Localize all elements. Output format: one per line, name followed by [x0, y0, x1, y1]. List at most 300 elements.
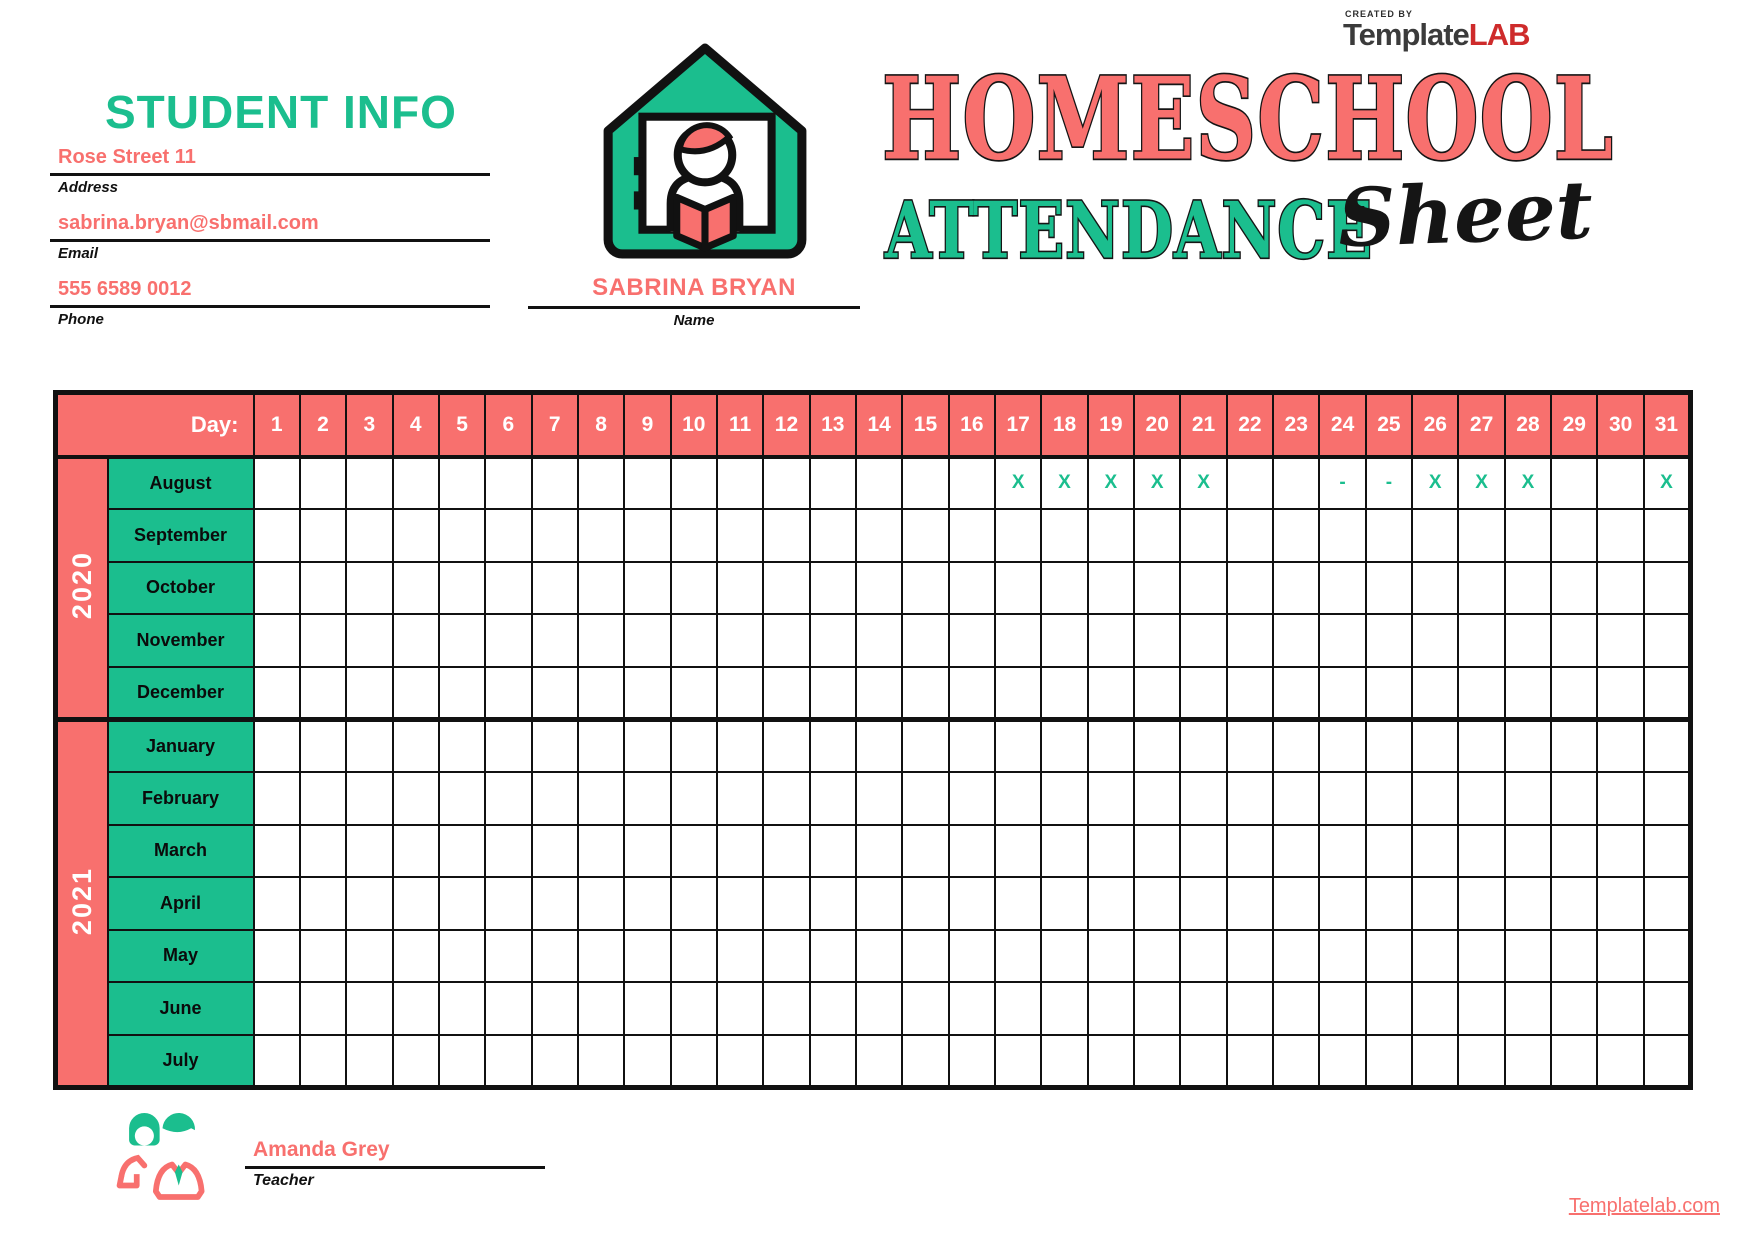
- attendance-cell-august-2[interactable]: [300, 457, 346, 510]
- attendance-cell-march-28[interactable]: [1505, 825, 1551, 878]
- attendance-cell-november-20[interactable]: [1134, 614, 1180, 667]
- attendance-cell-april-27[interactable]: [1458, 877, 1504, 930]
- attendance-cell-january-10[interactable]: [671, 719, 717, 772]
- attendance-cell-april-23[interactable]: [1273, 877, 1319, 930]
- attendance-cell-november-15[interactable]: [902, 614, 948, 667]
- attendance-cell-december-18[interactable]: [1041, 667, 1087, 720]
- attendance-cell-october-3[interactable]: [346, 562, 392, 615]
- attendance-cell-april-1[interactable]: [254, 877, 300, 930]
- attendance-cell-june-12[interactable]: [763, 982, 809, 1035]
- attendance-cell-june-18[interactable]: [1041, 982, 1087, 1035]
- attendance-cell-june-9[interactable]: [624, 982, 670, 1035]
- attendance-cell-june-15[interactable]: [902, 982, 948, 1035]
- attendance-cell-february-7[interactable]: [532, 772, 578, 825]
- attendance-cell-february-3[interactable]: [346, 772, 392, 825]
- attendance-cell-june-6[interactable]: [485, 982, 531, 1035]
- attendance-cell-august-31[interactable]: X: [1644, 457, 1691, 510]
- attendance-cell-july-1[interactable]: [254, 1035, 300, 1088]
- attendance-cell-february-8[interactable]: [578, 772, 624, 825]
- attendance-cell-september-25[interactable]: [1366, 509, 1412, 562]
- attendance-cell-september-24[interactable]: [1319, 509, 1365, 562]
- attendance-cell-july-21[interactable]: [1180, 1035, 1226, 1088]
- attendance-cell-october-21[interactable]: [1180, 562, 1226, 615]
- attendance-cell-october-30[interactable]: [1597, 562, 1643, 615]
- attendance-cell-september-14[interactable]: [856, 509, 902, 562]
- attendance-cell-august-14[interactable]: [856, 457, 902, 510]
- attendance-cell-september-29[interactable]: [1551, 509, 1597, 562]
- attendance-cell-january-27[interactable]: [1458, 719, 1504, 772]
- attendance-cell-january-24[interactable]: [1319, 719, 1365, 772]
- attendance-cell-july-28[interactable]: [1505, 1035, 1551, 1088]
- attendance-cell-july-13[interactable]: [810, 1035, 856, 1088]
- attendance-cell-march-14[interactable]: [856, 825, 902, 878]
- attendance-cell-september-26[interactable]: [1412, 509, 1458, 562]
- attendance-cell-april-13[interactable]: [810, 877, 856, 930]
- attendance-cell-december-21[interactable]: [1180, 667, 1226, 720]
- attendance-cell-july-25[interactable]: [1366, 1035, 1412, 1088]
- attendance-cell-august-8[interactable]: [578, 457, 624, 510]
- attendance-cell-december-7[interactable]: [532, 667, 578, 720]
- attendance-cell-june-4[interactable]: [393, 982, 439, 1035]
- attendance-cell-october-1[interactable]: [254, 562, 300, 615]
- attendance-cell-may-28[interactable]: [1505, 930, 1551, 983]
- attendance-cell-july-26[interactable]: [1412, 1035, 1458, 1088]
- attendance-cell-november-16[interactable]: [949, 614, 995, 667]
- attendance-cell-february-21[interactable]: [1180, 772, 1226, 825]
- attendance-cell-september-6[interactable]: [485, 509, 531, 562]
- attendance-cell-october-19[interactable]: [1088, 562, 1134, 615]
- attendance-cell-july-27[interactable]: [1458, 1035, 1504, 1088]
- attendance-cell-december-22[interactable]: [1227, 667, 1273, 720]
- attendance-cell-july-7[interactable]: [532, 1035, 578, 1088]
- attendance-cell-august-7[interactable]: [532, 457, 578, 510]
- attendance-cell-october-24[interactable]: [1319, 562, 1365, 615]
- attendance-cell-august-23[interactable]: [1273, 457, 1319, 510]
- attendance-cell-december-16[interactable]: [949, 667, 995, 720]
- attendance-cell-april-8[interactable]: [578, 877, 624, 930]
- attendance-cell-september-1[interactable]: [254, 509, 300, 562]
- attendance-cell-july-4[interactable]: [393, 1035, 439, 1088]
- attendance-cell-december-6[interactable]: [485, 667, 531, 720]
- attendance-cell-may-22[interactable]: [1227, 930, 1273, 983]
- attendance-cell-may-4[interactable]: [393, 930, 439, 983]
- attendance-cell-may-16[interactable]: [949, 930, 995, 983]
- attendance-cell-november-17[interactable]: [995, 614, 1041, 667]
- attendance-cell-february-25[interactable]: [1366, 772, 1412, 825]
- attendance-cell-november-11[interactable]: [717, 614, 763, 667]
- attendance-cell-february-11[interactable]: [717, 772, 763, 825]
- attendance-cell-march-20[interactable]: [1134, 825, 1180, 878]
- attendance-cell-june-11[interactable]: [717, 982, 763, 1035]
- attendance-cell-june-29[interactable]: [1551, 982, 1597, 1035]
- attendance-cell-december-31[interactable]: [1644, 667, 1691, 720]
- attendance-cell-november-3[interactable]: [346, 614, 392, 667]
- attendance-cell-july-23[interactable]: [1273, 1035, 1319, 1088]
- attendance-cell-march-5[interactable]: [439, 825, 485, 878]
- attendance-cell-january-21[interactable]: [1180, 719, 1226, 772]
- attendance-cell-april-30[interactable]: [1597, 877, 1643, 930]
- attendance-cell-march-23[interactable]: [1273, 825, 1319, 878]
- attendance-cell-april-14[interactable]: [856, 877, 902, 930]
- attendance-cell-june-8[interactable]: [578, 982, 624, 1035]
- attendance-cell-september-5[interactable]: [439, 509, 485, 562]
- attendance-cell-february-6[interactable]: [485, 772, 531, 825]
- attendance-cell-january-9[interactable]: [624, 719, 670, 772]
- attendance-cell-july-22[interactable]: [1227, 1035, 1273, 1088]
- attendance-cell-january-4[interactable]: [393, 719, 439, 772]
- attendance-cell-november-23[interactable]: [1273, 614, 1319, 667]
- attendance-cell-march-3[interactable]: [346, 825, 392, 878]
- attendance-cell-april-4[interactable]: [393, 877, 439, 930]
- attendance-cell-december-28[interactable]: [1505, 667, 1551, 720]
- attendance-cell-april-6[interactable]: [485, 877, 531, 930]
- attendance-cell-october-8[interactable]: [578, 562, 624, 615]
- attendance-cell-february-12[interactable]: [763, 772, 809, 825]
- attendance-cell-june-13[interactable]: [810, 982, 856, 1035]
- attendance-cell-april-31[interactable]: [1644, 877, 1691, 930]
- attendance-cell-february-18[interactable]: [1041, 772, 1087, 825]
- attendance-cell-november-9[interactable]: [624, 614, 670, 667]
- attendance-cell-august-13[interactable]: [810, 457, 856, 510]
- attendance-cell-march-17[interactable]: [995, 825, 1041, 878]
- attendance-cell-october-28[interactable]: [1505, 562, 1551, 615]
- attendance-cell-june-2[interactable]: [300, 982, 346, 1035]
- attendance-cell-march-29[interactable]: [1551, 825, 1597, 878]
- attendance-cell-november-12[interactable]: [763, 614, 809, 667]
- attendance-cell-june-22[interactable]: [1227, 982, 1273, 1035]
- attendance-cell-february-16[interactable]: [949, 772, 995, 825]
- attendance-cell-march-9[interactable]: [624, 825, 670, 878]
- attendance-cell-may-24[interactable]: [1319, 930, 1365, 983]
- attendance-cell-july-5[interactable]: [439, 1035, 485, 1088]
- attendance-cell-november-22[interactable]: [1227, 614, 1273, 667]
- attendance-cell-october-16[interactable]: [949, 562, 995, 615]
- attendance-cell-february-2[interactable]: [300, 772, 346, 825]
- attendance-cell-september-7[interactable]: [532, 509, 578, 562]
- attendance-cell-march-11[interactable]: [717, 825, 763, 878]
- attendance-cell-december-14[interactable]: [856, 667, 902, 720]
- attendance-cell-february-22[interactable]: [1227, 772, 1273, 825]
- attendance-cell-april-22[interactable]: [1227, 877, 1273, 930]
- attendance-cell-february-30[interactable]: [1597, 772, 1643, 825]
- attendance-cell-november-4[interactable]: [393, 614, 439, 667]
- attendance-cell-june-26[interactable]: [1412, 982, 1458, 1035]
- attendance-cell-october-6[interactable]: [485, 562, 531, 615]
- attendance-cell-october-2[interactable]: [300, 562, 346, 615]
- attendance-cell-october-22[interactable]: [1227, 562, 1273, 615]
- attendance-cell-december-10[interactable]: [671, 667, 717, 720]
- attendance-cell-september-4[interactable]: [393, 509, 439, 562]
- attendance-cell-june-30[interactable]: [1597, 982, 1643, 1035]
- attendance-cell-december-24[interactable]: [1319, 667, 1365, 720]
- attendance-cell-april-11[interactable]: [717, 877, 763, 930]
- attendance-cell-july-15[interactable]: [902, 1035, 948, 1088]
- attendance-cell-september-16[interactable]: [949, 509, 995, 562]
- attendance-cell-march-12[interactable]: [763, 825, 809, 878]
- attendance-cell-december-5[interactable]: [439, 667, 485, 720]
- attendance-cell-may-5[interactable]: [439, 930, 485, 983]
- attendance-cell-november-5[interactable]: [439, 614, 485, 667]
- attendance-cell-november-27[interactable]: [1458, 614, 1504, 667]
- attendance-cell-july-8[interactable]: [578, 1035, 624, 1088]
- attendance-cell-may-31[interactable]: [1644, 930, 1691, 983]
- attendance-cell-february-15[interactable]: [902, 772, 948, 825]
- attendance-cell-january-18[interactable]: [1041, 719, 1087, 772]
- attendance-cell-april-3[interactable]: [346, 877, 392, 930]
- attendance-cell-march-24[interactable]: [1319, 825, 1365, 878]
- attendance-cell-november-18[interactable]: [1041, 614, 1087, 667]
- attendance-cell-november-8[interactable]: [578, 614, 624, 667]
- attendance-cell-may-9[interactable]: [624, 930, 670, 983]
- attendance-cell-december-17[interactable]: [995, 667, 1041, 720]
- attendance-cell-october-9[interactable]: [624, 562, 670, 615]
- attendance-cell-april-25[interactable]: [1366, 877, 1412, 930]
- attendance-cell-december-30[interactable]: [1597, 667, 1643, 720]
- attendance-cell-january-19[interactable]: [1088, 719, 1134, 772]
- attendance-cell-april-17[interactable]: [995, 877, 1041, 930]
- attendance-cell-january-12[interactable]: [763, 719, 809, 772]
- attendance-cell-june-5[interactable]: [439, 982, 485, 1035]
- attendance-cell-november-19[interactable]: [1088, 614, 1134, 667]
- attendance-cell-june-17[interactable]: [995, 982, 1041, 1035]
- attendance-cell-september-12[interactable]: [763, 509, 809, 562]
- attendance-cell-september-18[interactable]: [1041, 509, 1087, 562]
- attendance-cell-may-2[interactable]: [300, 930, 346, 983]
- attendance-cell-september-2[interactable]: [300, 509, 346, 562]
- attendance-cell-april-20[interactable]: [1134, 877, 1180, 930]
- attendance-cell-july-2[interactable]: [300, 1035, 346, 1088]
- attendance-cell-june-16[interactable]: [949, 982, 995, 1035]
- attendance-cell-august-5[interactable]: [439, 457, 485, 510]
- attendance-cell-january-3[interactable]: [346, 719, 392, 772]
- attendance-cell-december-9[interactable]: [624, 667, 670, 720]
- attendance-cell-december-29[interactable]: [1551, 667, 1597, 720]
- attendance-cell-november-13[interactable]: [810, 614, 856, 667]
- attendance-cell-november-6[interactable]: [485, 614, 531, 667]
- attendance-cell-august-30[interactable]: [1597, 457, 1643, 510]
- attendance-cell-january-23[interactable]: [1273, 719, 1319, 772]
- attendance-cell-april-21[interactable]: [1180, 877, 1226, 930]
- attendance-cell-may-21[interactable]: [1180, 930, 1226, 983]
- attendance-cell-december-8[interactable]: [578, 667, 624, 720]
- attendance-cell-june-20[interactable]: [1134, 982, 1180, 1035]
- attendance-cell-july-6[interactable]: [485, 1035, 531, 1088]
- attendance-cell-may-13[interactable]: [810, 930, 856, 983]
- attendance-cell-october-29[interactable]: [1551, 562, 1597, 615]
- attendance-cell-january-25[interactable]: [1366, 719, 1412, 772]
- attendance-cell-may-6[interactable]: [485, 930, 531, 983]
- attendance-cell-june-19[interactable]: [1088, 982, 1134, 1035]
- attendance-cell-january-30[interactable]: [1597, 719, 1643, 772]
- attendance-cell-august-22[interactable]: [1227, 457, 1273, 510]
- templatelab-link[interactable]: Templatelab.com: [1568, 1195, 1720, 1217]
- attendance-cell-june-27[interactable]: [1458, 982, 1504, 1035]
- attendance-cell-january-17[interactable]: [995, 719, 1041, 772]
- attendance-cell-may-15[interactable]: [902, 930, 948, 983]
- attendance-cell-july-29[interactable]: [1551, 1035, 1597, 1088]
- attendance-cell-august-27[interactable]: X: [1458, 457, 1504, 510]
- attendance-cell-december-4[interactable]: [393, 667, 439, 720]
- attendance-cell-november-29[interactable]: [1551, 614, 1597, 667]
- attendance-cell-april-15[interactable]: [902, 877, 948, 930]
- attendance-cell-march-8[interactable]: [578, 825, 624, 878]
- attendance-cell-february-29[interactable]: [1551, 772, 1597, 825]
- attendance-cell-january-20[interactable]: [1134, 719, 1180, 772]
- attendance-cell-march-21[interactable]: [1180, 825, 1226, 878]
- attendance-cell-october-20[interactable]: [1134, 562, 1180, 615]
- attendance-cell-october-31[interactable]: [1644, 562, 1691, 615]
- attendance-cell-june-7[interactable]: [532, 982, 578, 1035]
- attendance-cell-november-7[interactable]: [532, 614, 578, 667]
- attendance-cell-may-7[interactable]: [532, 930, 578, 983]
- attendance-cell-march-30[interactable]: [1597, 825, 1643, 878]
- attendance-cell-august-17[interactable]: X: [995, 457, 1041, 510]
- attendance-cell-march-10[interactable]: [671, 825, 717, 878]
- attendance-cell-july-18[interactable]: [1041, 1035, 1087, 1088]
- attendance-cell-december-1[interactable]: [254, 667, 300, 720]
- attendance-cell-march-19[interactable]: [1088, 825, 1134, 878]
- attendance-cell-april-12[interactable]: [763, 877, 809, 930]
- attendance-cell-may-18[interactable]: [1041, 930, 1087, 983]
- attendance-cell-october-26[interactable]: [1412, 562, 1458, 615]
- attendance-cell-october-18[interactable]: [1041, 562, 1087, 615]
- attendance-cell-june-10[interactable]: [671, 982, 717, 1035]
- attendance-cell-june-23[interactable]: [1273, 982, 1319, 1035]
- attendance-cell-november-24[interactable]: [1319, 614, 1365, 667]
- attendance-cell-april-29[interactable]: [1551, 877, 1597, 930]
- attendance-cell-may-30[interactable]: [1597, 930, 1643, 983]
- attendance-cell-march-7[interactable]: [532, 825, 578, 878]
- attendance-cell-july-9[interactable]: [624, 1035, 670, 1088]
- attendance-cell-february-10[interactable]: [671, 772, 717, 825]
- attendance-cell-march-13[interactable]: [810, 825, 856, 878]
- attendance-cell-march-16[interactable]: [949, 825, 995, 878]
- attendance-cell-june-24[interactable]: [1319, 982, 1365, 1035]
- attendance-cell-august-20[interactable]: X: [1134, 457, 1180, 510]
- attendance-cell-december-25[interactable]: [1366, 667, 1412, 720]
- attendance-cell-may-14[interactable]: [856, 930, 902, 983]
- attendance-cell-april-2[interactable]: [300, 877, 346, 930]
- attendance-cell-october-15[interactable]: [902, 562, 948, 615]
- attendance-cell-may-29[interactable]: [1551, 930, 1597, 983]
- attendance-cell-september-19[interactable]: [1088, 509, 1134, 562]
- attendance-cell-may-27[interactable]: [1458, 930, 1504, 983]
- attendance-cell-december-20[interactable]: [1134, 667, 1180, 720]
- attendance-cell-november-1[interactable]: [254, 614, 300, 667]
- attendance-cell-july-10[interactable]: [671, 1035, 717, 1088]
- attendance-cell-january-11[interactable]: [717, 719, 763, 772]
- attendance-cell-march-6[interactable]: [485, 825, 531, 878]
- attendance-cell-october-14[interactable]: [856, 562, 902, 615]
- attendance-cell-january-2[interactable]: [300, 719, 346, 772]
- attendance-cell-august-15[interactable]: [902, 457, 948, 510]
- attendance-cell-july-14[interactable]: [856, 1035, 902, 1088]
- attendance-cell-august-19[interactable]: X: [1088, 457, 1134, 510]
- attendance-cell-november-26[interactable]: [1412, 614, 1458, 667]
- attendance-cell-april-9[interactable]: [624, 877, 670, 930]
- attendance-cell-june-28[interactable]: [1505, 982, 1551, 1035]
- attendance-cell-february-9[interactable]: [624, 772, 670, 825]
- attendance-cell-august-1[interactable]: [254, 457, 300, 510]
- attendance-cell-may-3[interactable]: [346, 930, 392, 983]
- attendance-cell-september-11[interactable]: [717, 509, 763, 562]
- attendance-cell-january-15[interactable]: [902, 719, 948, 772]
- attendance-cell-march-26[interactable]: [1412, 825, 1458, 878]
- attendance-cell-march-1[interactable]: [254, 825, 300, 878]
- attendance-cell-april-19[interactable]: [1088, 877, 1134, 930]
- attendance-cell-october-17[interactable]: [995, 562, 1041, 615]
- attendance-cell-may-1[interactable]: [254, 930, 300, 983]
- attendance-cell-november-28[interactable]: [1505, 614, 1551, 667]
- attendance-cell-november-10[interactable]: [671, 614, 717, 667]
- attendance-cell-june-25[interactable]: [1366, 982, 1412, 1035]
- attendance-cell-february-26[interactable]: [1412, 772, 1458, 825]
- attendance-cell-december-19[interactable]: [1088, 667, 1134, 720]
- attendance-cell-april-5[interactable]: [439, 877, 485, 930]
- attendance-cell-july-16[interactable]: [949, 1035, 995, 1088]
- attendance-cell-june-21[interactable]: [1180, 982, 1226, 1035]
- attendance-cell-september-17[interactable]: [995, 509, 1041, 562]
- attendance-cell-march-22[interactable]: [1227, 825, 1273, 878]
- attendance-cell-january-1[interactable]: [254, 719, 300, 772]
- attendance-cell-august-21[interactable]: X: [1180, 457, 1226, 510]
- attendance-cell-july-11[interactable]: [717, 1035, 763, 1088]
- attendance-cell-august-3[interactable]: [346, 457, 392, 510]
- attendance-cell-october-13[interactable]: [810, 562, 856, 615]
- attendance-cell-february-20[interactable]: [1134, 772, 1180, 825]
- attendance-cell-august-12[interactable]: [763, 457, 809, 510]
- attendance-cell-january-6[interactable]: [485, 719, 531, 772]
- attendance-cell-september-15[interactable]: [902, 509, 948, 562]
- attendance-cell-july-3[interactable]: [346, 1035, 392, 1088]
- attendance-cell-december-23[interactable]: [1273, 667, 1319, 720]
- attendance-cell-october-23[interactable]: [1273, 562, 1319, 615]
- attendance-cell-september-3[interactable]: [346, 509, 392, 562]
- attendance-cell-august-26[interactable]: X: [1412, 457, 1458, 510]
- attendance-cell-february-23[interactable]: [1273, 772, 1319, 825]
- attendance-cell-may-25[interactable]: [1366, 930, 1412, 983]
- attendance-cell-february-4[interactable]: [393, 772, 439, 825]
- attendance-cell-april-18[interactable]: [1041, 877, 1087, 930]
- attendance-cell-december-11[interactable]: [717, 667, 763, 720]
- attendance-cell-august-9[interactable]: [624, 457, 670, 510]
- attendance-cell-november-31[interactable]: [1644, 614, 1691, 667]
- attendance-cell-april-26[interactable]: [1412, 877, 1458, 930]
- attendance-cell-october-7[interactable]: [532, 562, 578, 615]
- attendance-cell-may-19[interactable]: [1088, 930, 1134, 983]
- attendance-cell-september-27[interactable]: [1458, 509, 1504, 562]
- attendance-cell-may-20[interactable]: [1134, 930, 1180, 983]
- attendance-cell-october-5[interactable]: [439, 562, 485, 615]
- attendance-cell-august-18[interactable]: X: [1041, 457, 1087, 510]
- attendance-cell-september-28[interactable]: [1505, 509, 1551, 562]
- attendance-cell-march-2[interactable]: [300, 825, 346, 878]
- attendance-cell-october-4[interactable]: [393, 562, 439, 615]
- attendance-cell-january-22[interactable]: [1227, 719, 1273, 772]
- attendance-cell-may-26[interactable]: [1412, 930, 1458, 983]
- attendance-cell-april-10[interactable]: [671, 877, 717, 930]
- attendance-cell-february-19[interactable]: [1088, 772, 1134, 825]
- attendance-cell-september-9[interactable]: [624, 509, 670, 562]
- attendance-cell-august-11[interactable]: [717, 457, 763, 510]
- attendance-cell-september-10[interactable]: [671, 509, 717, 562]
- attendance-cell-september-21[interactable]: [1180, 509, 1226, 562]
- attendance-cell-october-10[interactable]: [671, 562, 717, 615]
- attendance-cell-january-7[interactable]: [532, 719, 578, 772]
- attendance-cell-april-24[interactable]: [1319, 877, 1365, 930]
- attendance-cell-july-30[interactable]: [1597, 1035, 1643, 1088]
- attendance-cell-january-14[interactable]: [856, 719, 902, 772]
